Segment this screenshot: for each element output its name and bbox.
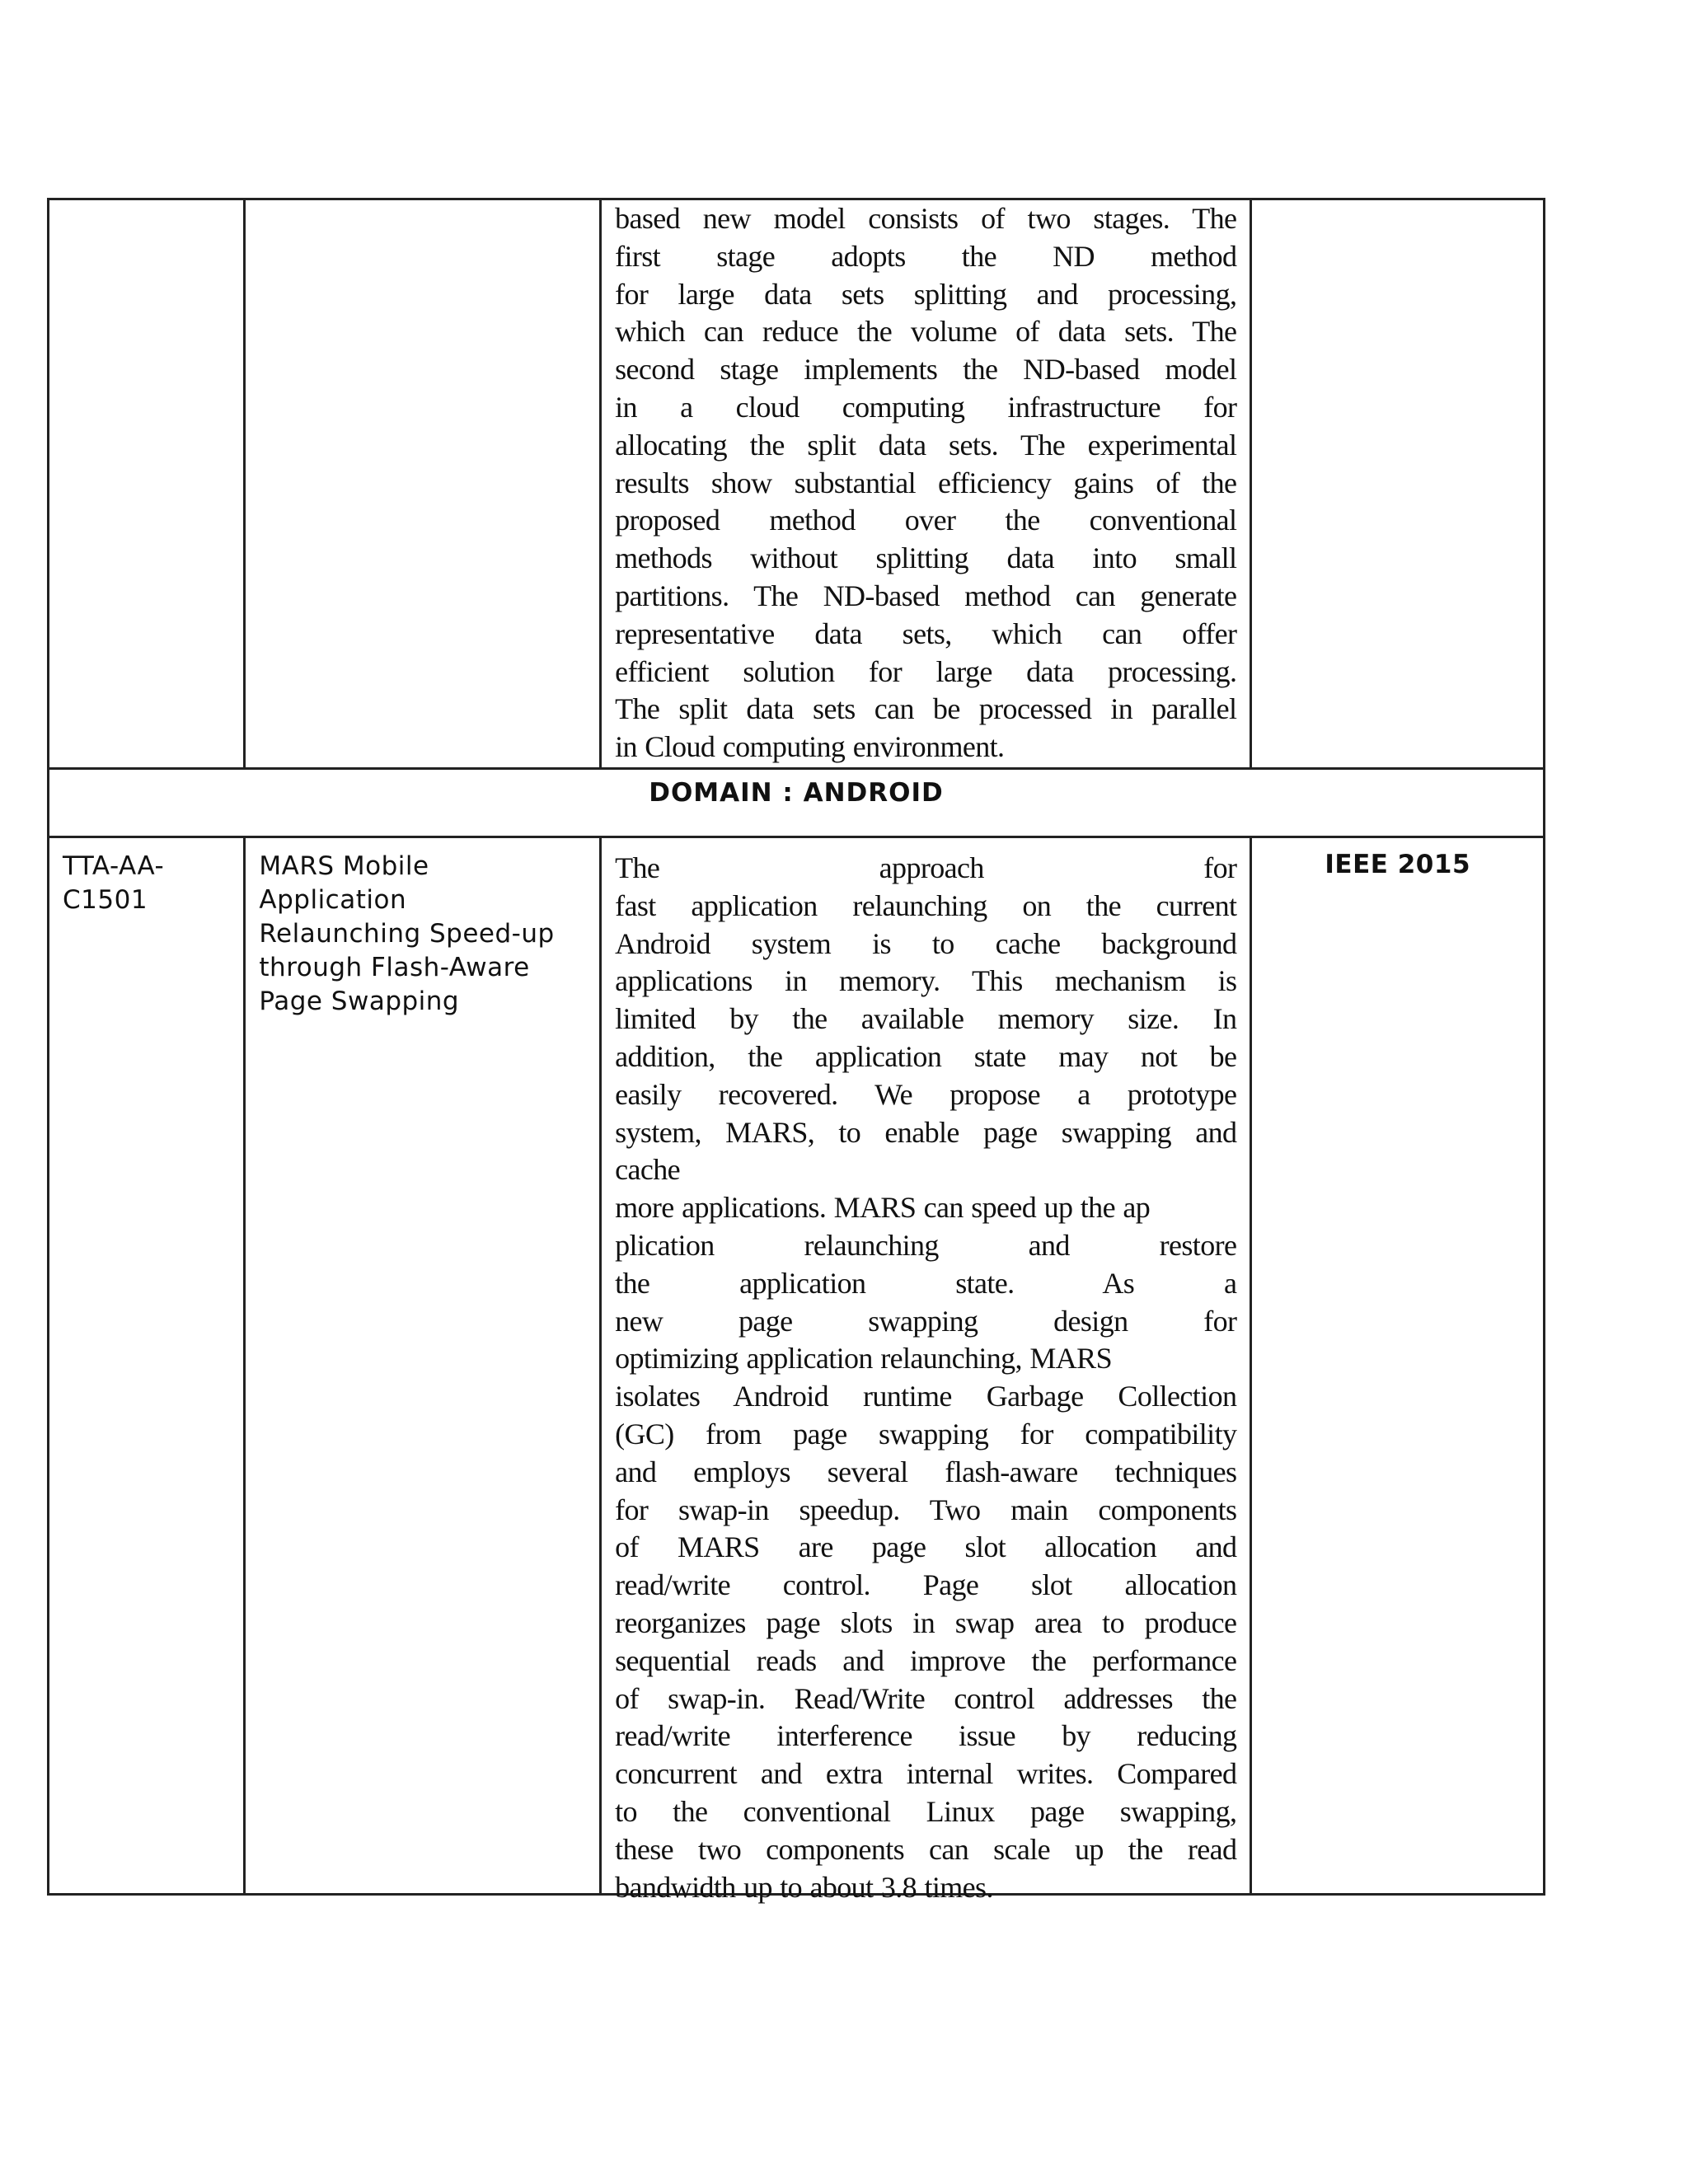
abstract-text xyxy=(602,838,1250,1904)
abstract-line: the application state. As a xyxy=(615,1266,1237,1300)
project-id-line: C1501 xyxy=(63,885,148,915)
abstract-line: representative data sets, which can offer xyxy=(615,616,1237,650)
project-id-line: TTA-AA- xyxy=(63,851,165,881)
abstract-line: of swap-in. Read/Write control addresses the xyxy=(615,1681,1237,1715)
abstract-line: methods without splitting data into small xyxy=(615,541,1237,575)
domain-cell xyxy=(49,769,1545,837)
abstract-line: reorganizes page slots in swap area to produce xyxy=(615,1605,1237,1639)
abstract-line: fast application relaunching on the current xyxy=(615,888,1237,922)
abstract-line: in a cloud computing infrastructure for xyxy=(615,390,1237,424)
abstract-line: first stage adopts the ND method xyxy=(615,239,1237,273)
project-title-line: Relaunching Speed-up xyxy=(259,919,555,949)
table-row xyxy=(49,199,1545,769)
abstract-line: to the conventional Linux page swapping, xyxy=(615,1794,1237,1828)
abstract-line: of MARS are page slot allocation and xyxy=(615,1530,1237,1564)
abstract-line: system, MARS, to enable page swapping and xyxy=(615,1115,1237,1149)
abstract-line: partitions. The ND-based method can generate xyxy=(615,579,1237,612)
abstract-line: results show substantial efficiency gains of the xyxy=(615,466,1237,499)
abstract-line: isolates Android runtime Garbage Collection xyxy=(615,1380,1237,1413)
abstract-line: read/write control. Page slot allocation xyxy=(615,1568,1237,1602)
project-id xyxy=(49,838,243,917)
domain-heading: DOMAIN : ANDROID xyxy=(649,778,944,808)
project-title-line: Application xyxy=(259,885,407,915)
abstract-line: bandwidth up to about 3.8 times. xyxy=(615,1870,993,1904)
abstract-line: The split data sets can be processed in parallel xyxy=(615,692,1237,726)
publication-year: IEEE 2015 xyxy=(1325,850,1471,879)
abstract-cell xyxy=(601,199,1251,769)
abstract-line: allocating the split data sets. The experimental xyxy=(615,428,1237,462)
abstract-cell xyxy=(601,837,1251,1904)
abstract-line: in Cloud computing environment. xyxy=(615,730,1005,764)
abstract-line: limited by the available memory size. In xyxy=(615,1002,1237,1036)
id-cell xyxy=(49,837,245,1895)
project-title-line: MARS Mobile xyxy=(259,851,429,881)
abstract-line: and employs several flash-aware techniques xyxy=(615,1455,1237,1488)
project-table xyxy=(47,198,1545,1904)
abstract-line: cache xyxy=(615,1153,681,1187)
abstract-line: plication relaunching and restore xyxy=(615,1228,1237,1262)
abstract-line: (GC) from page swapping for compatibility xyxy=(615,1417,1237,1451)
abstract-line: addition, the application state may not be xyxy=(615,1039,1237,1073)
project-title xyxy=(246,838,599,1019)
id-cell xyxy=(49,199,245,769)
abstract-line: efficient solution for large data processing. xyxy=(615,654,1237,688)
year-cell xyxy=(1251,837,1545,1895)
abstract-line: optimizing application relaunching, MARS xyxy=(615,1342,1112,1376)
abstract-line: more applications. MARS can speed up the ap xyxy=(615,1191,1151,1225)
abstract-line: read/write interference issue by reducing xyxy=(615,1719,1237,1753)
abstract-line: The approach for xyxy=(615,851,1237,884)
abstract-line: based new model consists of two stages. The xyxy=(615,202,1237,235)
abstract-line: second stage implements the ND-based model xyxy=(615,353,1237,387)
abstract-line: for large data sets splitting and processing, xyxy=(615,277,1237,311)
table-row xyxy=(49,837,1545,1895)
abstract-line: for swap-in speedup. Two main components xyxy=(615,1493,1237,1526)
project-title-line: Page Swapping xyxy=(259,987,460,1016)
abstract-line: sequential reads and improve the performance xyxy=(615,1643,1237,1677)
project-title-line: through Flash-Aware xyxy=(259,953,530,982)
abstract-line: Android system is to cache background xyxy=(615,926,1237,960)
abstract-line: easily recovered. We propose a prototype xyxy=(615,1077,1237,1111)
title-cell xyxy=(245,837,601,1895)
abstract-line: which can reduce the volume of data sets. The xyxy=(615,315,1237,349)
year-cell xyxy=(1251,199,1545,769)
abstract-line: concurrent and extra internal writes. Compared xyxy=(615,1757,1237,1791)
abstract-line: new page swapping design for xyxy=(615,1304,1237,1338)
abstract-line: applications in memory. This mechanism is xyxy=(615,964,1237,998)
abstract-text xyxy=(602,200,1250,767)
title-cell xyxy=(245,199,601,769)
abstract-line: proposed method over the conventional xyxy=(615,504,1237,537)
abstract-line: these two components can scale up the read xyxy=(615,1832,1237,1866)
domain-row xyxy=(49,769,1545,837)
